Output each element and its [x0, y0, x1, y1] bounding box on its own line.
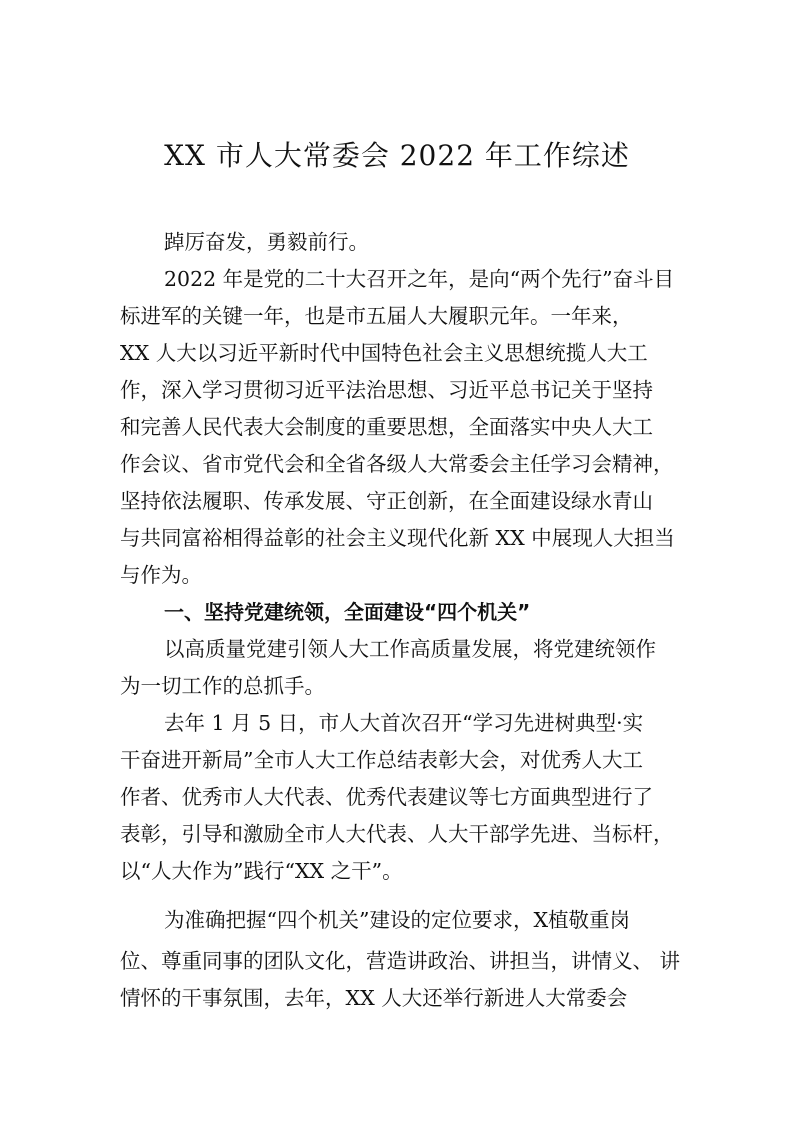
document-title: XX 市人大常委会 2022 年工作综述 [164, 139, 630, 172]
paragraph-line: 作会议、省市党代会和全省各级人大常委会主任学习会精神， [120, 452, 674, 476]
paragraph-line: 为一切工作的总抓手。 [120, 674, 325, 698]
paragraph-line: 去年 1 月 5 日，市人大首次召开“学习先进树典型·实 [164, 711, 644, 735]
paragraph-line: 情怀的干事氛围，去年，XX 人大还举行新进人大常委会 [120, 986, 628, 1010]
paragraph-spacer [120, 890, 710, 902]
paragraph-line: 与作为。 [120, 563, 202, 587]
paragraph-line: 与共同富裕相得益彰的社会主义现代化新 XX 中展现人大担当 [120, 526, 675, 550]
document-body [120, 224, 710, 1017]
paragraph-line: 为准确把握“四个机关”建设的定位要求，X植敬重岗 [164, 908, 631, 932]
paragraph-line: 和完善人民代表大会制度的重要思想，全面落实中央人大工 [120, 415, 653, 439]
paragraph-line: 干奋进开新局”全市人大工作总结表彰大会，对优秀人大工 [120, 748, 643, 772]
paragraph-line: 位、尊重同事的团队文化，营造讲政治、讲担当，讲情义、 讲 [120, 949, 681, 973]
paragraph-line: XX 人大以习近平新时代中国特色社会主义思想统揽人大工 [120, 341, 648, 365]
paragraph-line: 2022 年是党的二十大召开之年，是向“两个先行”奋斗目 [164, 267, 675, 291]
paragraph-line: 踔厉奋发，勇毅前行。 [164, 230, 369, 254]
paragraph-line: 坚持依法履职、传承发展、守正创新，在全面建设绿水青山 [120, 489, 653, 513]
paragraph-line: 表彰，引导和激励全市人大代表、人大干部学先进、当标杆， [120, 822, 674, 846]
paragraph-line: 作者、优秀市人大代表、优秀代表建议等七方面典型进行了 [120, 785, 653, 809]
paragraph-line: 以高质量党建引领人大工作高质量发展，将党建统领作 [164, 637, 656, 661]
section-heading: 一、坚持党建统领，全面建设“四个机关” [164, 600, 531, 624]
paragraph-line: 作，深入学习贯彻习近平法治思想、习近平总书记关于坚持 [120, 378, 653, 402]
paragraph-line: 以“人大作为”践行“XX 之干”。 [120, 859, 403, 883]
paragraph-line: 标进军的关键一年，也是市五届人大履职元年。一年来， [120, 304, 633, 328]
